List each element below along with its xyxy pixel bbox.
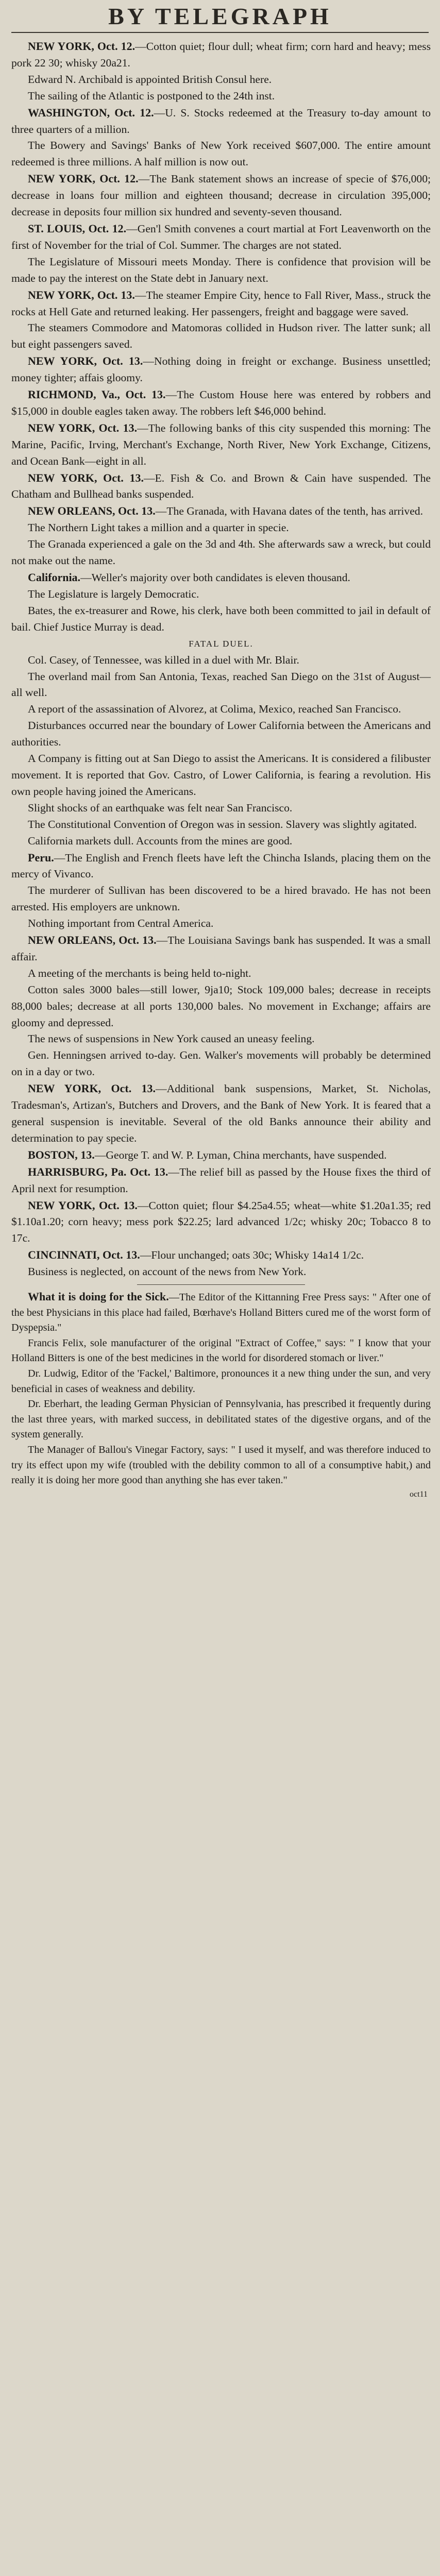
- dispatch-text: The murderer of Sullivan has been discovered to be a hired bravado. He has not been arrested. His employers are unknown.: [11, 884, 431, 913]
- dispatch-paragraph: [11, 603, 431, 636]
- dispatch-text: —The Granada, with Havana dates of the tenth, has arrived.: [155, 505, 423, 518]
- dispatch-paragraph: [11, 536, 431, 569]
- dispatch-text: —George T. and W. P. Lyman, China merchants, have suspended.: [94, 1148, 387, 1161]
- dispatch-paragraph: [11, 287, 431, 320]
- dispatch-text: —Flour unchanged; oats 30c; Whisky 14a14 1/2c.: [140, 1249, 364, 1262]
- dispatch-text: The overland mail from San Antonia, Texas, reached San Diego on the 31st of August—all well.: [11, 670, 431, 699]
- dispatch-text: —The English and French fleets have left the Chincha Islands, placing them on the mercy of Vivanco.: [11, 851, 431, 880]
- dispatch-text: California markets dull. Accounts from the mines are good.: [28, 834, 293, 847]
- dispatch-paragraph: [11, 105, 431, 138]
- dispatch-paragraph: [11, 1164, 431, 1197]
- dispatch-text: Col. Casey, of Tennessee, was killed in a duel with Mr. Blair.: [28, 653, 299, 666]
- news-column: [0, 33, 440, 1501]
- dispatch-text: —E. Fish & Co. and Brown & Cain have suspended. The Chatham and Bullhead banks suspended.: [11, 471, 431, 501]
- dispatch-text: The news of suspensions in New York caused an uneasy feeling.: [28, 1032, 315, 1045]
- dispatch-paragraph: [11, 221, 431, 254]
- dispatch-text: The Constitutional Convention of Oregon was in session. Slavery was slightly agitated.: [28, 818, 417, 831]
- dispatch-text: A report of the assassination of Alvorez, at Colima, Mexico, reached San Francisco.: [28, 703, 401, 716]
- dispatch-paragraph: [11, 420, 431, 470]
- dispatch-paragraph: [11, 965, 431, 982]
- dispatch-paragraph: [11, 569, 431, 586]
- dispatch-paragraph: [11, 520, 431, 536]
- ad-first-paragraph: [11, 1289, 431, 1336]
- dispatch-text: Bates, the ex-treasurer and Rowe, his clerk, have both been committed to jail in default of bail. Chief Justice Murray is dead.: [11, 604, 431, 633]
- dispatch-text: The Legislature is largely Democratic.: [28, 587, 199, 600]
- dispatch-text: Nothing important from Central America.: [28, 917, 214, 930]
- dispatch-paragraph: [11, 652, 431, 669]
- dateline: WASHINGTON, Oct. 12.: [28, 106, 154, 119]
- ad-paragraph: Francis Felix, sole manufacturer of the original "Extract of Coffee," says: " I know that your Holland Bitters is one of the best medicines in the world for disordered stomach or liver.": [11, 1337, 431, 1364]
- dispatch-paragraph: [11, 982, 431, 1031]
- dispatch-paragraph: [11, 1031, 431, 1047]
- ad-paragraph: The Manager of Ballou's Vinegar Factory, says: " I used it myself, and was therefore induced to try its effect upon my wife (troubled with the debility common to all of a consumptive habit,) and really it is doing her more good than anything she has ever taken.": [11, 1444, 431, 1486]
- ad-signature: oct11: [410, 1489, 428, 1499]
- dispatch-paragraph: [11, 883, 431, 916]
- dateline: Peru.: [28, 851, 54, 864]
- dispatch-text: —Gen'l Smith convenes a court martial at Fort Leavenworth on the first of November for the trial of Col. Summer. The charges are not stated.: [11, 222, 431, 251]
- dispatch-paragraph: [11, 470, 431, 503]
- dispatch-text: The sailing of the Atlantic is postponed to the 24th inst.: [28, 89, 275, 102]
- dispatch-paragraph: [11, 503, 431, 520]
- dispatch-text: Business is neglected, on account of the news from New York.: [28, 1265, 307, 1278]
- dispatch-paragraph: [11, 916, 431, 932]
- dispatch-text: The Granada experienced a gale on the 3d and 4th. She afterwards saw a wreck, but could not make out the name.: [11, 538, 431, 567]
- ad-paragraph: Dr. Eberhart, the leading German Physician of Pennsylvania, has prescribed it frequently during the last three years, with marked success, in debilitated states of the digestive organs, and of the system generally.: [11, 1398, 431, 1440]
- dispatch-paragraph: [11, 1264, 431, 1280]
- dispatch-text: The Northern Light takes a million and a quarter in specie.: [28, 521, 289, 534]
- dispatch-paragraph: [11, 718, 431, 751]
- dispatch-paragraph: [11, 850, 431, 883]
- dispatch-paragraph: [11, 320, 431, 353]
- dispatch-paragraph: [11, 72, 431, 88]
- dispatch-paragraph: [11, 833, 431, 850]
- dispatch-paragraph: [11, 669, 431, 702]
- dateline: NEW YORK, Oct. 13.: [28, 288, 135, 301]
- dispatch-paragraph: [11, 817, 431, 833]
- dispatch-paragraph: [11, 88, 431, 105]
- masthead: [11, 0, 429, 33]
- dispatch-text: —Cotton quiet; flour dull; wheat firm; corn hard and heavy; mess pork 22 30; whisky 20a21.: [11, 40, 431, 69]
- dispatch-text: —Cotton quiet; flour $4.25a4.55; wheat—white $1.20a1.35; red $1.10a1.20; corn heavy; mess pork $22.25; lard advanced 1/2c; whisky 20c; Tobacco 8 to 17c.: [11, 1199, 431, 1245]
- dispatch-paragraph: [11, 1147, 431, 1164]
- dispatch-paragraph: [11, 1080, 431, 1147]
- dateline: ST. LOUIS, Oct. 12.: [28, 222, 127, 235]
- advertisement: [11, 1289, 431, 1501]
- dispatch-text: Edward N. Archibald is appointed British Consul here.: [28, 73, 272, 86]
- dispatch-text: Slight shocks of an earthquake was felt near San Francisco.: [28, 801, 293, 814]
- dateline: CINCINNATI, Oct. 13.: [28, 1248, 140, 1262]
- dispatch-text: —The Bank statement shows an increase of specie of $76,000; decrease in loans four million and eighteen thousand; decrease in circulation 395,000; decrease in deposits four million six hundred and seventy-seven thousand.: [11, 173, 431, 218]
- dateline: HARRISBURG, Pa. Oct. 13.: [28, 1165, 168, 1178]
- dispatch-paragraph: [11, 38, 431, 72]
- dispatch-list-2: [11, 652, 431, 1280]
- dispatch-text: Gen. Henningsen arrived to-day. Gen. Walker's movements will probably be determined on in a day or two.: [11, 1049, 431, 1078]
- dispatch-paragraph: [11, 138, 431, 171]
- dispatch-text: A Company is fitting out at San Diego to assist the Americans. It is considered a filibuster movement. It is reported that Gov. Castro, of Lower California, is fearing a revolution. His own people having joined the Americans.: [11, 752, 431, 798]
- dispatch-text: Disturbances occurred near the boundary of Lower California between the Americans and authorities.: [11, 719, 431, 749]
- masthead-title: BY TELEGRAPH: [108, 3, 332, 29]
- dateline: NEW YORK, Oct. 12.: [28, 172, 139, 185]
- section-subhead: FATAL DUEL.: [189, 638, 253, 649]
- dispatch-text: The steamers Commodore and Matomoras collided in Hudson river. The latter sunk; all but eight passengers saved.: [11, 321, 431, 351]
- dateline: NEW YORK, Oct. 13.: [28, 421, 138, 434]
- dateline: NEW YORK, Oct. 12.: [28, 40, 136, 53]
- ad-text: —The Editor of the Kittanning Free Press says: " After one of the best Physicians in this place had failed, Bœrhave's Holland Bitters cured me of the worst form of Dyspepsia.": [11, 1292, 431, 1334]
- dispatch-text: The Legislature of Missouri meets Monday. There is confidence that provision will be made to pay the interest on the State debt in January next.: [11, 255, 431, 284]
- dispatch-text: —U. S. Stocks redeemed at the Treasury to-day amount to three quarters of a million.: [11, 106, 431, 135]
- dateline: NEW YORK, Oct. 13.: [28, 354, 143, 368]
- ad-paragraph: Dr. Ludwig, Editor of the 'Fackel,' Baltimore, pronounces it a new thing under the sun, and very beneficial in cases of weakness and debility.: [11, 1368, 431, 1395]
- dispatch-text: —Weller's majority over both candidates is eleven thousand.: [80, 571, 350, 584]
- dateline: RICHMOND, Va., Oct. 13.: [28, 388, 166, 401]
- divider: [137, 1284, 305, 1285]
- dispatch-text: A meeting of the merchants is being held to-night.: [28, 967, 251, 979]
- dispatch-text: —The steamer Empire City, hence to Fall River, Mass., struck the rocks at Hell Gate and returned leaking. Her passengers, freight and baggage were saved.: [11, 289, 431, 318]
- dispatch-paragraph: [11, 1247, 431, 1264]
- dateline: NEW ORLEANS, Oct. 13.: [28, 934, 157, 947]
- dispatch-paragraph: [11, 171, 431, 221]
- ad-heading: What it is doing for the Sick.: [28, 1290, 169, 1303]
- dispatch-text: —The following banks of this city suspended this morning: The Marine, Pacific, Irving, Merchant's Exchange, North River, New York Exchange, Citizens, and Ocean Bank—eight in all.: [11, 421, 431, 467]
- dispatch-text: —Additional bank suspensions, Market, St. Nicholas, Tradesman's, Artizan's, Butchers and Drovers, and the Bank of New York. It is feared that a general suspension is inevitable. Several of the old Banks announce their ability and determination to pay specie.: [11, 1082, 431, 1144]
- dispatch-paragraph: [11, 932, 431, 965]
- dispatch-paragraph: [11, 751, 431, 800]
- dispatch-list: [11, 38, 431, 636]
- dispatch-paragraph: [11, 586, 431, 603]
- dateline: BOSTON, 13.: [28, 1148, 95, 1161]
- dateline: NEW YORK, Oct. 13.: [28, 1198, 138, 1212]
- dateline: NEW YORK, Oct. 13.: [28, 471, 144, 484]
- dispatch-paragraph: [11, 1197, 431, 1247]
- dispatch-paragraph: [11, 254, 431, 287]
- dateline: NEW YORK, Oct. 13.: [28, 1082, 156, 1095]
- dispatch-text: —The relief bill as passed by the House fixes the third of April next for resumption.: [11, 1165, 431, 1195]
- dateline: California.: [28, 571, 81, 584]
- dateline: NEW ORLEANS, Oct. 13.: [28, 504, 156, 518]
- dispatch-text: —Nothing doing in freight or exchange. Business unsettled; money tighter; affais gloomy.: [11, 355, 431, 384]
- dispatch-paragraph: [11, 701, 431, 718]
- dispatch-paragraph: [11, 353, 431, 386]
- dispatch-text: The Bowery and Savings' Banks of New York received $607,000. The entire amount redeemed is three millions. A half million is now out.: [11, 139, 431, 168]
- dispatch-text: Cotton sales 3000 bales—still lower, 9ja10; Stock 109,000 bales; decrease in receipts 88,000 bales; decrease at all ports 130,000 bales. No movement in Exchange; affairs are gloomy and depressed.: [11, 983, 431, 1029]
- dispatch-paragraph: [11, 1047, 431, 1080]
- dispatch-text: —The Louisiana Savings bank has suspended. It was a small affair.: [11, 934, 431, 963]
- dispatch-text: —The Custom House here was entered by robbers and $15,000 in double eagles taken away. The robbers left $46,000 behind.: [11, 388, 431, 417]
- dispatch-paragraph: [11, 386, 431, 420]
- dispatch-paragraph: [11, 800, 431, 817]
